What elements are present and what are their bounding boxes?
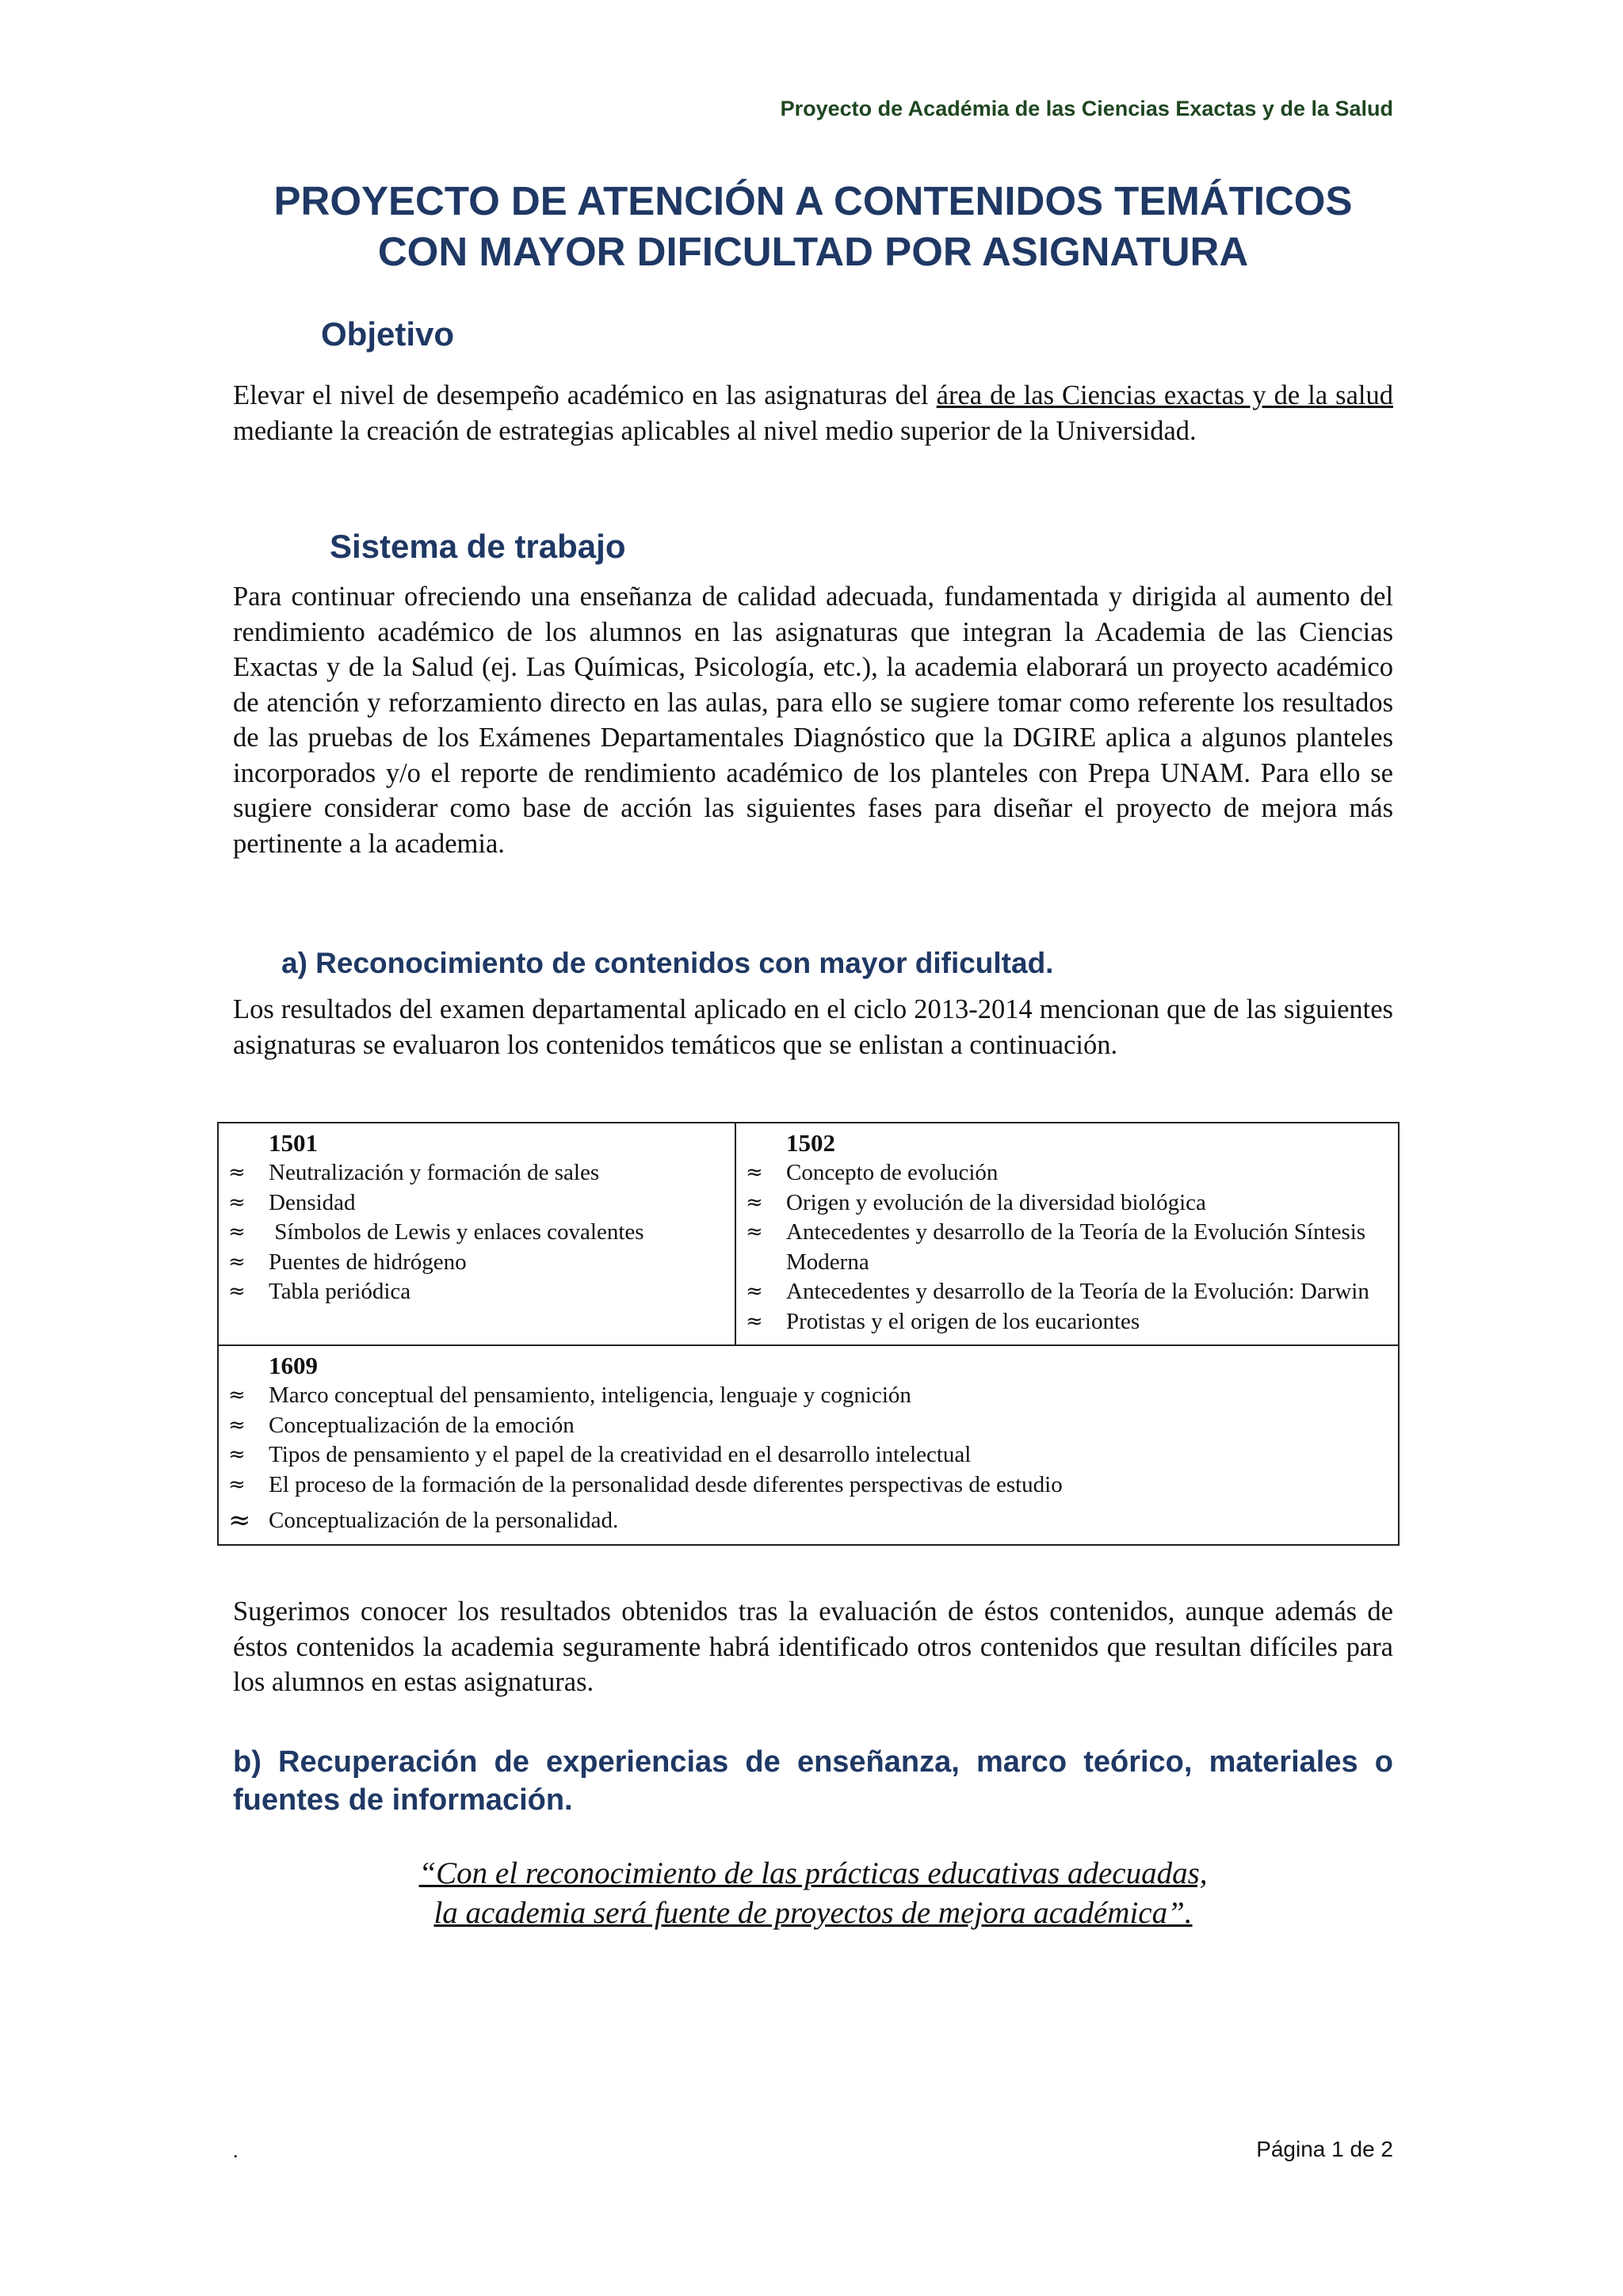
topic-text: Protistas y el origen de los eucariontes xyxy=(786,1308,1140,1334)
approx-bullet-icon: ≈ xyxy=(228,1249,246,1274)
subject-code: 1609 xyxy=(269,1352,318,1379)
approx-bullet-icon: ≈ xyxy=(228,1443,246,1466)
document-title xyxy=(233,176,1393,277)
subject-code: 1501 xyxy=(269,1129,318,1157)
list-item xyxy=(228,1470,1388,1501)
subject-code: 1502 xyxy=(786,1129,835,1157)
approx-bullet-icon: ≈ xyxy=(746,1309,763,1333)
list-item xyxy=(228,1381,1388,1411)
topic-text: Conceptualización de la personalidad. xyxy=(269,1508,619,1533)
table-row xyxy=(218,1345,1399,1545)
objetivo-underlined-text: área de las Ciencias exactas y de la salud xyxy=(936,380,1393,410)
list-item xyxy=(228,1440,1388,1470)
approx-bullet-icon: ≈ xyxy=(746,1280,763,1303)
topic-text: Tabla periódica xyxy=(269,1279,411,1304)
topic-text: El proceso de la formación de la personalidad desde diferentes perspectivas de estudio xyxy=(269,1471,1063,1497)
list-item xyxy=(746,1158,1388,1188)
topic-text: Concepto de evolución xyxy=(786,1160,999,1185)
title-line-1: PROYECTO DE ATENCIÓN A CONTENIDOS TEMÁTICOS xyxy=(273,178,1353,223)
approx-bullet-icon: ≈ xyxy=(228,1190,246,1215)
approx-bullet-icon: ≈ xyxy=(746,1220,763,1244)
list-item xyxy=(228,1506,1388,1536)
topic-text: Antecedentes y desarrollo de la Teoría de la Evolución: Darwin xyxy=(786,1279,1369,1304)
quote-line-2: la academia será fuente de proyectos de mejora académica”. xyxy=(433,1896,1193,1930)
topic-text: Conceptualización de la emoción xyxy=(269,1412,575,1438)
section-a-paragraph: Los resultados del examen departamental aplicado en el ciclo 2013-2014 mencionan que de las siguientes asignaturas se evaluaron los contenidos temáticos que se enlistan a continuación. xyxy=(233,994,1393,1060)
sistema-paragraph: Para continuar ofreciendo una enseñanza de calidad adecuada, fundamentada y dirigida al aumento del rendimiento académico de los alumnos en las asignaturas que integran la Academia de las Ciencias Exactas y de la Salud (ej. Las Químicas, Psicología, etc.), la academia elaborará un proyecto académico de atención y reforzamiento directo en las aulas, para ello se sugiere tomar como referente los resultados de las pruebas de los Exámenes Departamentales Diagnóstico que la DGIRE aplica a algunos planteles incorporados y/o el reporte de rendimiento académico de los planteles con Prepa UNAM. Para ello se sugiere considerar como base de acción las siguientes fases para diseñar el proyecto de mejora más pertinente a la academia. xyxy=(233,582,1393,859)
objetivo-paragraph xyxy=(233,378,1393,448)
topic-text: Símbolos de Lewis y enlaces covalentes xyxy=(269,1219,644,1245)
page-number: Página 1 de 2 xyxy=(1256,2137,1393,2161)
topic-text: Origen y evolución de la diversidad biológica xyxy=(786,1189,1206,1215)
approx-bullet-icon: ≈ xyxy=(228,1383,246,1407)
section-b-heading: b) Recuperación de experiencias de enseñanza, marco teórico, materiales o fuentes de información. xyxy=(233,1745,1393,1817)
topic-text: Antecedentes y desarrollo de la Teoría de la Evolución Síntesis Moderna xyxy=(786,1219,1366,1275)
topic-list xyxy=(746,1158,1388,1337)
topic-text: Neutralización y formación de sales xyxy=(269,1160,600,1185)
approx-bullet-icon: ≈ xyxy=(228,1472,246,1497)
subject-cell-1502 xyxy=(735,1123,1399,1345)
subject-cell-1609 xyxy=(218,1345,1399,1545)
approx-bullet-icon: ≈ xyxy=(228,1280,246,1303)
list-item xyxy=(228,1158,725,1188)
closing-quote xyxy=(233,1854,1393,1933)
list-item xyxy=(746,1188,1388,1219)
list-item xyxy=(746,1218,1388,1277)
list-item xyxy=(228,1277,725,1307)
approx-bullet-icon: ≈ xyxy=(746,1190,763,1215)
closing-paragraph: Sugerimos conocer los resultados obtenidos tras la evaluación de éstos contenidos, aunque además de éstos contenidos la academia seguramente habrá identificado otros contenidos que resultan difíciles para los alumnos en estas asignaturas. xyxy=(233,1596,1393,1697)
list-item xyxy=(228,1411,1388,1441)
running-header: Proyecto de Académia de las Ciencias Exactas y de la Salud xyxy=(780,97,1393,120)
objetivo-text-start: Elevar el nivel de desempeño académico en las asignaturas del xyxy=(233,380,937,410)
list-item xyxy=(746,1277,1388,1307)
list-item xyxy=(746,1307,1388,1337)
list-item xyxy=(228,1218,725,1248)
list-item xyxy=(228,1188,725,1219)
topic-list xyxy=(228,1381,1388,1536)
objetivo-heading: Objetivo xyxy=(321,315,455,353)
list-item xyxy=(228,1248,725,1278)
footer-mark: . xyxy=(233,2139,239,2162)
topic-text: Tipos de pensamiento y el papel de la creatividad en el desarrollo intelectual xyxy=(269,1442,972,1467)
approx-bullet-icon: ≈ xyxy=(228,1505,251,1536)
approx-bullet-icon: ≈ xyxy=(228,1413,246,1437)
approx-bullet-icon: ≈ xyxy=(746,1161,763,1184)
topic-list xyxy=(228,1158,725,1307)
topic-text: Marco conceptual del pensamiento, inteligencia, lenguaje y cognición xyxy=(269,1383,911,1408)
objetivo-text-end: mediante la creación de estrategias aplicables al nivel medio superior de la Universidad. xyxy=(233,415,1197,446)
topics-table xyxy=(217,1122,1400,1546)
subject-cell-1501 xyxy=(218,1123,735,1345)
table-row xyxy=(218,1123,1399,1345)
topic-text: Puentes de hidrógeno xyxy=(269,1249,467,1275)
quote-line-1: “Con el reconocimiento de las prácticas educativas adecuadas, xyxy=(418,1856,1208,1890)
section-a-heading: a) Reconocimiento de contenidos con mayor dificultad. xyxy=(281,947,1054,979)
approx-bullet-icon: ≈ xyxy=(228,1161,246,1184)
topic-text: Densidad xyxy=(269,1189,356,1215)
title-line-2: CON MAYOR DIFICULTAD POR ASIGNATURA xyxy=(377,229,1249,274)
approx-bullet-icon: ≈ xyxy=(228,1220,246,1244)
sistema-heading: Sistema de trabajo xyxy=(330,528,626,565)
